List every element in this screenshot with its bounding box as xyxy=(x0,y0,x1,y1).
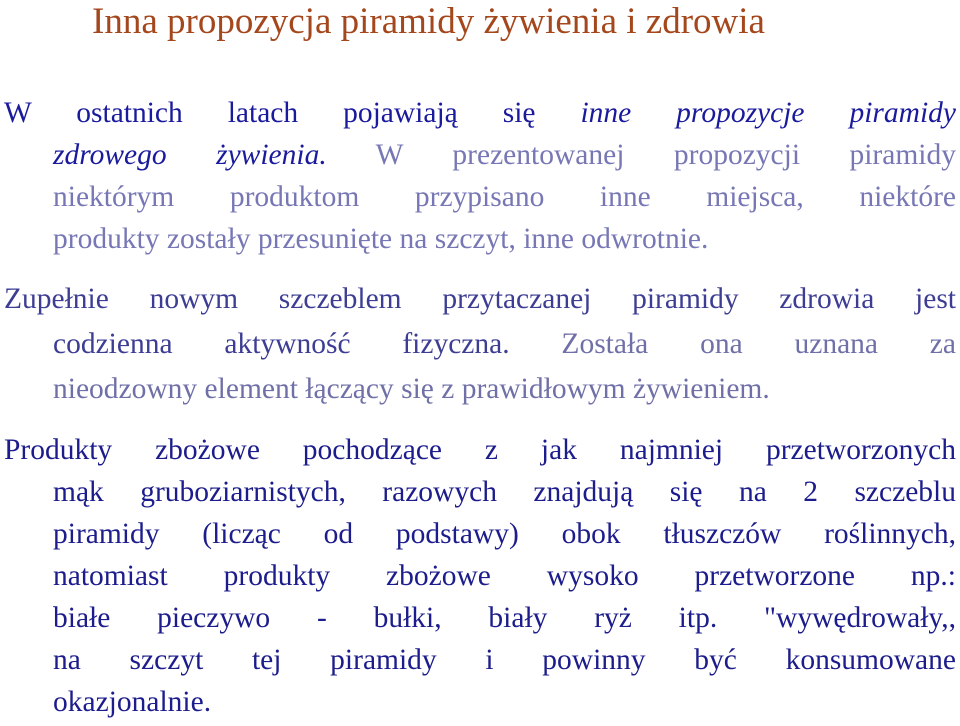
italic-text: zdrowego żywienia. xyxy=(53,139,327,171)
paragraph-line: Zupełnie nowym szczeblem przytaczanej piramidy zdrowia jest xyxy=(4,283,956,315)
paragraph-line: Produkty zbożowe pochodzące z jak najmniej przetworzonych xyxy=(4,434,956,466)
paragraph-line: nieodzowny element łączący się z prawidłowym żywieniem. xyxy=(53,373,770,405)
paragraph-line: natomiast produkty zbożowe wysoko przetworzone np.: xyxy=(53,560,956,592)
paragraph-line: niektórym produktom przypisano inne miejsca, niektóre xyxy=(53,181,956,213)
paragraph-line: piramidy (licząc od podstawy) obok tłuszczów roślinnych, xyxy=(53,518,956,550)
text-span: W prezentowanej propozycji piramidy xyxy=(326,139,956,171)
text-span: codzienna aktywność fizyczna. xyxy=(53,328,510,360)
paragraph-line: produkty zostały przesunięte na szczyt, inne odwrotnie. xyxy=(53,223,709,255)
paragraph-line xyxy=(4,97,956,130)
italic-text: inne propozycje piramidy xyxy=(580,97,956,129)
paragraph-line xyxy=(53,328,956,361)
page-title: Inna propozycja piramidy żywienia i zdrowia xyxy=(92,1,765,42)
paragraph-line: okazjonalnie. xyxy=(53,686,212,718)
paragraph-line: na szczyt tej piramidy i powinny być konsumowane xyxy=(53,644,956,676)
text-span: Została ona uznana za xyxy=(509,328,956,360)
paragraph-line: białe pieczywo - bułki, biały ryż itp. "wywędrowały,, xyxy=(53,602,956,634)
paragraph-line xyxy=(53,139,956,172)
paragraph-line: mąk gruboziarnistych, razowych znajdują się na 2 szczeblu xyxy=(53,476,956,508)
text-span: W ostatnich latach pojawiają się xyxy=(4,97,581,129)
